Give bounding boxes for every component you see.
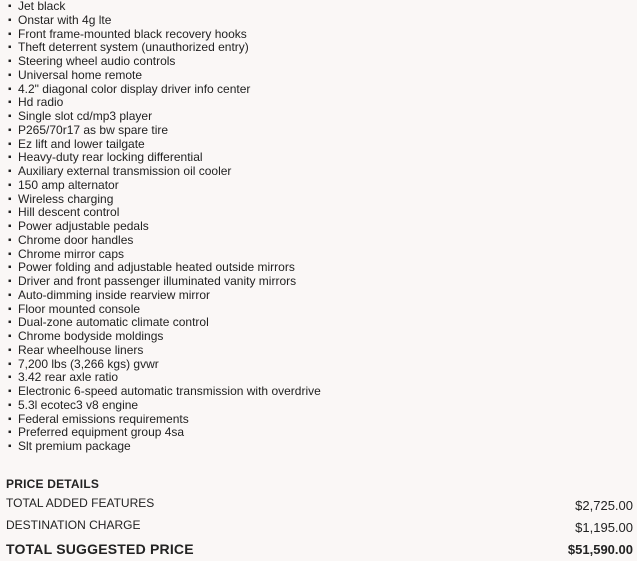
- feature-item: [0, 55, 321, 69]
- feature-item: [0, 399, 321, 413]
- bullet-icon: ▪: [8, 317, 12, 329]
- bullet-icon: ▪: [8, 413, 12, 425]
- feature-item: [0, 28, 321, 42]
- feature-item: [0, 275, 321, 289]
- feature-item: [0, 14, 321, 28]
- feature-item: [0, 358, 321, 372]
- feature-item: [0, 69, 321, 83]
- feature-item: [0, 151, 321, 165]
- bullet-icon: ▪: [8, 248, 12, 260]
- bullet-icon: ▪: [8, 303, 12, 315]
- feature-item: [0, 303, 321, 317]
- feature-item: [0, 193, 321, 207]
- feature-item: [0, 83, 321, 97]
- feature-label: Chrome mirror caps: [18, 246, 125, 261]
- bullet-icon: ▪: [8, 124, 12, 136]
- total-suggested-price-value: $51,590.00: [567, 542, 633, 557]
- total-suggested-price-label: TOTAL SUGGESTED PRICE: [6, 541, 194, 557]
- feature-label: Onstar with 4g lte: [18, 12, 112, 27]
- bullet-icon: ▪: [8, 152, 12, 164]
- feature-label: Power folding and adjustable heated outside mirrors: [18, 260, 295, 275]
- feature-item: [0, 138, 321, 152]
- feature-item: [0, 0, 321, 14]
- price-details-title: PRICE DETAILS: [6, 477, 100, 491]
- feature-label: Hill descent control: [18, 205, 120, 220]
- feature-item: [0, 371, 321, 385]
- bullet-icon: ▪: [8, 234, 12, 246]
- price-row-total: [0, 541, 637, 561]
- feature-label: Steering wheel audio controls: [18, 54, 176, 68]
- feature-label: Rear wheelhouse liners: [18, 342, 144, 357]
- feature-label: Hd radio: [18, 95, 64, 110]
- feature-label: Front frame-mounted black recovery hooks: [18, 26, 247, 41]
- feature-label: Slt premium package: [18, 439, 131, 453]
- bullet-icon: ▪: [8, 97, 12, 109]
- bullet-icon: ▪: [8, 441, 12, 452]
- feature-label: Floor mounted console: [18, 301, 141, 316]
- feature-item: [0, 385, 321, 399]
- feature-label: P265/70r17 as bw spare tire: [18, 122, 169, 137]
- bullet-icon: ▪: [8, 42, 12, 54]
- bullet-icon: ▪: [8, 111, 12, 122]
- feature-label: Chrome bodyside moldings: [18, 329, 164, 343]
- bullet-icon: ▪: [8, 262, 12, 274]
- feature-item: [0, 220, 321, 234]
- feature-label: Single slot cd/mp3 player: [18, 109, 153, 123]
- bullet-icon: ▪: [8, 358, 12, 370]
- bullet-icon: ▪: [8, 69, 12, 81]
- feature-label: 4.2" diagonal color display driver info center: [18, 81, 251, 96]
- bullet-icon: ▪: [8, 427, 12, 439]
- bullet-icon: ▪: [8, 344, 12, 356]
- feature-item: [0, 165, 321, 179]
- feature-item: [0, 124, 321, 138]
- feature-item: [0, 179, 321, 193]
- bullet-icon: ▪: [8, 399, 12, 411]
- feature-item: [0, 41, 321, 55]
- added-features-label: TOTAL ADDED FEATURES: [6, 496, 155, 510]
- feature-item: [0, 248, 321, 262]
- bullet-icon: ▪: [8, 1, 12, 12]
- feature-label: Jet black: [18, 0, 66, 13]
- feature-item: [0, 440, 321, 454]
- price-row-destination-charge: [0, 518, 637, 538]
- bullet-icon: ▪: [8, 179, 12, 191]
- feature-label: Wireless charging: [18, 191, 114, 206]
- feature-label: Ez lift and lower tailgate: [18, 136, 145, 151]
- bullet-icon: ▪: [8, 289, 12, 301]
- feature-label: Theft deterrent system (unauthorized entry): [18, 40, 249, 55]
- feature-label: Driver and front passenger illuminated vanity mirrors: [18, 274, 297, 288]
- feature-label: Heavy-duty rear locking differential: [18, 150, 203, 165]
- feature-label: Dual-zone automatic climate control: [18, 315, 209, 330]
- feature-item: [0, 330, 321, 344]
- bullet-icon: ▪: [8, 166, 12, 177]
- feature-item: [0, 316, 321, 330]
- bullet-icon: ▪: [8, 221, 12, 232]
- bullet-icon: ▪: [8, 28, 12, 40]
- bullet-icon: ▪: [8, 276, 12, 287]
- feature-item: [0, 110, 321, 124]
- bullet-icon: ▪: [8, 331, 12, 342]
- feature-label: Federal emissions requirements: [18, 411, 189, 426]
- feature-label: Auto-dimming inside rearview mirror: [18, 287, 211, 302]
- feature-label: Power adjustable pedals: [18, 219, 149, 233]
- bullet-icon: ▪: [8, 14, 12, 26]
- feature-item: [0, 206, 321, 220]
- feature-item: [0, 413, 321, 427]
- feature-label: Chrome door handles: [18, 232, 134, 247]
- bullet-icon: ▪: [8, 193, 12, 205]
- bullet-icon: ▪: [8, 207, 12, 219]
- feature-item: [0, 426, 321, 440]
- added-features-value: $2,725.00: [575, 498, 633, 513]
- feature-item: [0, 234, 321, 248]
- feature-label: 5.3l ecotec3 v8 engine: [18, 397, 139, 412]
- feature-label: Auxiliary external transmission oil cooler: [18, 164, 232, 178]
- feature-item: [0, 344, 321, 358]
- feature-label: 3.42 rear axle ratio: [18, 370, 119, 385]
- bullet-icon: ▪: [8, 138, 12, 150]
- destination-charge-value: $1,195.00: [575, 520, 633, 535]
- feature-item: [0, 96, 321, 110]
- feature-label: Electronic 6-speed automatic transmission with overdrive: [18, 384, 321, 398]
- feature-label: Preferred equipment group 4sa: [18, 425, 185, 440]
- bullet-icon: ▪: [8, 372, 12, 384]
- bullet-icon: ▪: [8, 386, 12, 397]
- price-row-added-features: [0, 496, 637, 516]
- feature-list: [0, 0, 321, 454]
- feature-label: 150 amp alternator: [18, 177, 119, 192]
- bullet-icon: ▪: [8, 83, 12, 95]
- feature-item: [0, 261, 321, 275]
- feature-label: Universal home remote: [18, 67, 143, 82]
- feature-item: [0, 289, 321, 303]
- feature-label: 7,200 lbs (3,266 kgs) gvwr: [18, 356, 159, 371]
- bullet-icon: ▪: [8, 56, 12, 67]
- destination-charge-label: DESTINATION CHARGE: [6, 518, 141, 532]
